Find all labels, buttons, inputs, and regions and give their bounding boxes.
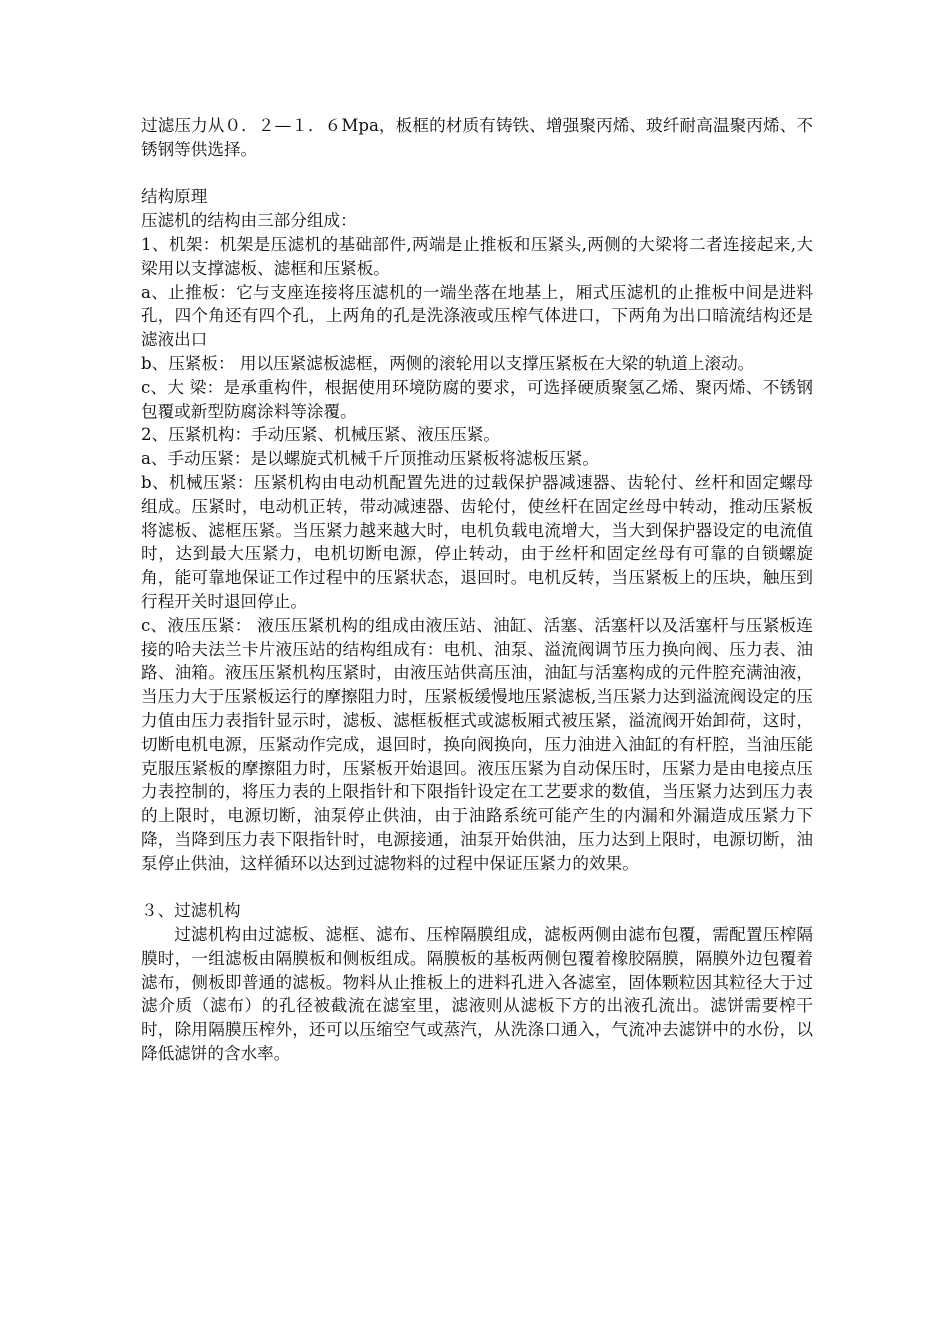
press-paragraph: 2、压紧机构：手动压紧、机械压紧、液压压紧。 bbox=[141, 425, 501, 445]
press-item-a: a、手动压紧：是以螺旋式机械千斤顶推动压紧板将滤板压紧。 bbox=[141, 449, 599, 469]
frame-paragraph: 1、机架：机架是压滤机的基础部件,两端是止推板和压紧头,两侧的大梁将二者连接起来,大梁用以支撑滤板、滤框和压紧板。 bbox=[141, 234, 813, 278]
press-item-c: c、液压压紧： 液压压紧机构的组成由液压站、油缸、活塞、活塞杆以及活塞杆与压紧板连接的哈夫法兰卡片液压站的结构组成有：电机、油泵、溢流阀调节压力换向阀、压力表、油路、油箱。液压压紧机构压紧时，由液压站供高压油，油缸与活塞构成的元件腔充满油液，当压力大于压紧板运行的摩擦阻力时，压紧板缓慢地压紧滤板,当压紧力达到溢流阀设定的压力值由压力表指针显示时，滤板、滤框板框式或滤板厢式被压紧，溢流阀开始卸荷，这时，切断电机电源，压紧动作完成，退回时，换向阀换向，压力油进入油缸的有杆腔，当油压能克服压紧板的摩擦阻力时，压紧板开始退回。液压压紧为自动保压时，压紧力是由电接点压力表控制的，将压力表的上限指针和下限指针设定在工艺要求的数值，当压紧力达到压力表的上限时，电源切断，油泵停止供油，由于油路系统可能产生的内漏和外漏造成压紧力下降，当降到压力表下限指针时，电源接通，油泵开始供油，压力达到上限时，电源切断，油泵停止供油，这样循环以达到过滤物料的过程中保证压紧力的效果。 bbox=[141, 615, 813, 873]
frame-item-b: b、压紧板： 用以压紧滤板滤框，两侧的滚轮用以支撑压紧板在大梁的轨道上滚动。 bbox=[141, 353, 755, 373]
blank-line bbox=[141, 876, 813, 900]
press-item-b: b、机械压紧：压紧机构由电动机配置先进的过载保护器减速器、齿轮付、丝杆和固定螺母组成。压紧时，电动机正转，带动减速器、齿轮付，使丝杆在固定丝母中转动，推动压紧板将滤板、滤框压紧。当压紧力越来越大时，电机负载电流增大，当大到保护器设定的电流值时，达到最大压紧力，电机切断电源，停止转动，由于丝杆和固定丝母有可靠的自锁螺旋角，能可靠地保证工作过程中的压紧状态，退回时。电机反转，当压紧板上的压块，触压到行程开关时退回停止。 bbox=[141, 472, 813, 611]
structure-lead: 压滤机的结构由三部分组成： bbox=[141, 211, 357, 231]
frame-item-c: c、大 梁：是承重构件，根据使用环境防腐的要求，可选择硬质聚氢乙烯、聚丙烯、不锈钢包覆或新型防腐涂料等涂覆。 bbox=[141, 377, 813, 421]
filter-paragraph: 过滤机构由过滤板、滤框、滤布、压榨隔膜组成，滤板两侧由滤布包覆，需配置压榨隔膜时，一组滤板由隔膜板和侧板组成。隔膜板的基板两侧包覆着橡胶隔膜，隔膜外边包覆着滤布，侧板即普通的滤板。物料从止推板上的进料孔进入各滤室，固体颗粒因其粒径大于过滤介质（滤布）的孔径被截流在滤室里，滤液则从滤板下方的出液孔流出。滤饼需要榨干时，除用隔膜压榨外，还可以压缩空气或蒸汽，从洗涤口通入，气流冲去滤饼中的水份，以降低滤饼的含水率。 bbox=[141, 925, 813, 1064]
section-heading-structure: 结构原理 bbox=[141, 187, 208, 207]
intro-paragraph: 过滤压力从０．２—１．６Mpa，板框的材质有铸铁、增强聚丙烯、玻纤耐高温聚丙烯、不锈钢等供选择。 bbox=[141, 116, 813, 159]
document-page bbox=[141, 114, 813, 1066]
section-heading-filter: ３、过滤机构 bbox=[141, 901, 241, 921]
frame-item-a: a、止推板：它与支座连接将压滤机的一端坐落在地基上，厢式压滤机的止推板中间是进料孔，四个角还有四个孔，上两角的孔是洗涤液或压榨气体进口，下两角为出口暗流结构还是滤液出口 bbox=[141, 282, 813, 350]
blank-line bbox=[141, 162, 813, 186]
